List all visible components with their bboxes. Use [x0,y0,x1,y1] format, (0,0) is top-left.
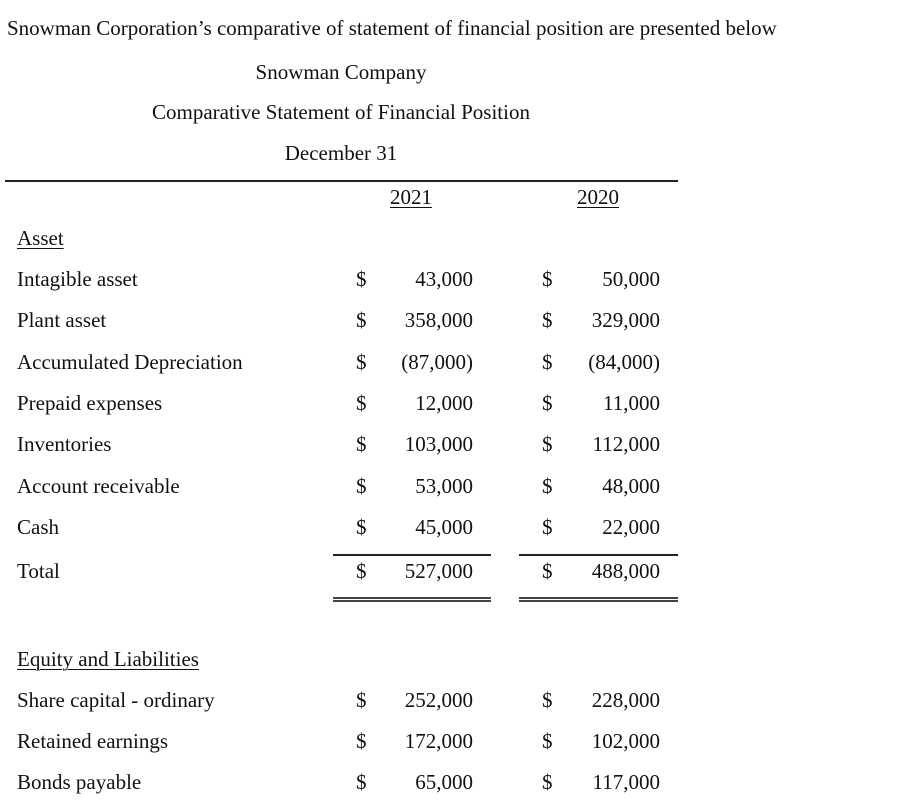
currency-symbol: $ [542,729,553,754]
assets-heading: Asset [17,226,64,250]
value-2020: 48,000 [602,473,660,498]
value-2020: 112,000 [592,432,660,457]
value-2020: 102,000 [591,729,660,754]
company-name: Snowman Company [255,60,427,84]
table-row [0,432,897,456]
table-row [0,729,897,753]
row-label: Retained earnings [17,729,169,754]
value-2021: 358,000 [404,308,473,333]
currency-symbol: $ [356,559,367,583]
total-row [0,559,897,583]
currency-symbol: $ [542,432,553,457]
table-row [0,267,897,291]
table-row [0,515,897,539]
table-row [0,474,897,498]
value-2021: 65,000 [415,770,473,795]
row-label: Share capital - ordinary [17,688,215,712]
currency-symbol: $ [542,514,553,539]
value-2021: 172,000 [404,729,473,754]
currency-symbol: $ [356,390,367,415]
table-row [0,688,897,712]
value-2021: 45,000 [415,514,473,539]
value-2021: 12,000 [415,390,473,415]
currency-symbol: $ [356,432,367,457]
value-2021: 252,000 [404,688,473,712]
currency-symbol: $ [542,473,553,498]
currency-symbol: $ [356,514,367,539]
value-2020: 11,000 [603,390,660,415]
row-label: Accumulated Depreciation [17,349,243,374]
table-row [0,350,897,374]
currency-symbol: $ [542,770,553,795]
value-2020: 117,000 [592,770,660,795]
statement-date: December 31 [284,141,398,165]
row-label: Plant asset [17,308,107,333]
intro-text: Snowman Corporation’s comparative of statement of financial position are presented below [7,16,777,40]
row-label: Inventories [17,432,112,457]
currency-symbol: $ [356,349,367,374]
value-2021: 103,000 [404,432,473,457]
value-2020: 50,000 [602,267,660,291]
value-2021: (87,000) [401,349,473,374]
total-double-rule-2020 [519,597,678,602]
currency-symbol: $ [542,308,553,333]
column-header-2021: 2021 [390,185,432,209]
currency-symbol: $ [356,308,367,333]
currency-symbol: $ [542,349,553,374]
currency-symbol: $ [356,729,367,754]
row-label: Bonds payable [17,770,142,795]
total-2021: 527,000 [404,559,473,583]
currency-symbol: $ [542,688,553,712]
row-label: Prepaid expenses [17,390,163,415]
table-row [0,308,897,332]
row-label: Account receivable [17,473,180,498]
equity-heading: Equity and Liabilities [17,647,199,671]
value-2020: (84,000) [588,349,660,374]
total-2020: 488,000 [591,559,660,583]
currency-symbol: $ [542,390,553,415]
value-2020: 329,000 [591,308,660,333]
subtotal-rule-2020 [519,554,678,556]
statement-title: Comparative Statement of Financial Position [152,100,530,124]
column-header-2020: 2020 [577,185,619,209]
value-2020: 228,000 [591,688,660,712]
table-row [0,391,897,415]
currency-symbol: $ [356,473,367,498]
row-label: Cash [17,514,59,539]
currency-symbol: $ [356,770,367,795]
table-row [0,770,897,794]
currency-symbol: $ [356,267,367,291]
row-label: Intagible asset [17,267,138,291]
currency-symbol: $ [356,688,367,712]
value-2020: 22,000 [602,514,660,539]
currency-symbol: $ [542,559,553,583]
value-2021: 53,000 [415,473,473,498]
currency-symbol: $ [542,267,553,291]
subtotal-rule-2021 [333,554,491,556]
header-rule [5,180,678,182]
total-label: Total [17,559,60,583]
value-2021: 43,000 [415,267,473,291]
total-double-rule-2021 [333,597,491,602]
